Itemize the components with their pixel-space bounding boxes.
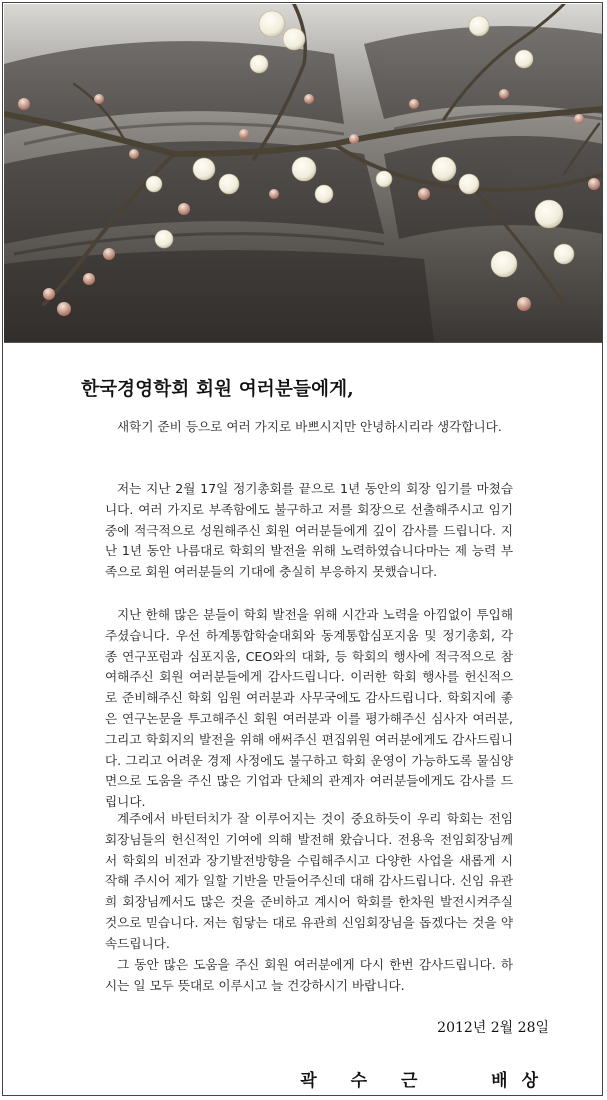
plum-blossom-photo (4, 4, 603, 343)
letter-paragraph: 새학기 준비 등으로 여러 가지로 바쁘시지만 안녕하시리라 생각합니다. (117, 419, 502, 434)
letter-frame (2, 2, 603, 1096)
letter-date: 2012년 2월 28일 (437, 1020, 549, 1036)
letter-paragraph: 저는 지난 2월 17일 정기총회를 끝으로 1년 동안의 회장 임기를 마쳤습니다. 여러 가지로 부족함에도 불구하고 저를 회장으로 선출해주시고 임기 중에 적극적으로 성원해주신 회원 여러분들에게 깊이 감사를 드립니다. 지난 1년 동안 나름대로 학회의 발전을 위해 노력하였습니다마는 제 능력 부족으로 회원 여러분들의 기대에 충실히 부응하지 못했습니다. (105, 481, 513, 580)
letter-body (3, 343, 603, 1095)
letter-paragraph: 그 동안 많은 도움을 주신 회원 여러분에게 다시 한번 감사드립니다. 하시는 일 모두 뜻대로 이루시고 늘 건강하시기 바랍니다. (105, 957, 513, 993)
letter-greeting: 한국경영학회 회원 여러분들에게, (81, 379, 354, 400)
letter-paragraph: 지난 한해 많은 분들이 학회 발전을 위해 시간과 노력을 아낌없이 투입해주셨습니다. 우선 하계통합학술대회와 동계통합심포지움 및 정기총회, 각종 연구포럼과 심포지움, CEO와의 대화, 등 학회의 행사에 적극적으로 참여해주신 회원 여러분들에게 감사드립니다. 이러한 학회 행사를 헌신적으로 준비해주신 학회 임원 여러분과 사무국에도 감사드립니다. 학회지에 좋은 연구논문을 투고해주신 회원 여러분과 이를 평가해주신 심사자 여러분, 그리고 학회지의 발전을 위해 애써주신 편집위원 여러분에게도 감사드립니다. 그리고 어려운 경제 사정에도 불구하고 학회 운영이 가능하도록 물심양면으로 도움을 주신 많은 기업과 단체의 관계자 여러분들에게도 감사를 드립니다. (105, 607, 513, 810)
letter-paragraph: 계주에서 바턴터치가 잘 이루어지는 것이 중요하듯이 우리 학회는 전임회장님들의 헌신적인 기여에 의해 발전해 왔습니다. 전용욱 전임회장님께서 학회의 비전과 장기발전방향을 수립해주시고 다양한 사업을 새롭게 시작해 주시어 제가 일할 기반을 만들어주신데 대해 감사드립니다. 신임 유관희 회장님께서도 많은 것을 준비하고 계시어 학회를 한차원 발전시켜주실 것으로 믿습니다. 저는 힘닿는 대로 유관희 신임회장님을 돕겠다는 것을 약속드립니다. (105, 811, 513, 951)
letter-signature: 곽 수 근 배상 (300, 1071, 552, 1091)
